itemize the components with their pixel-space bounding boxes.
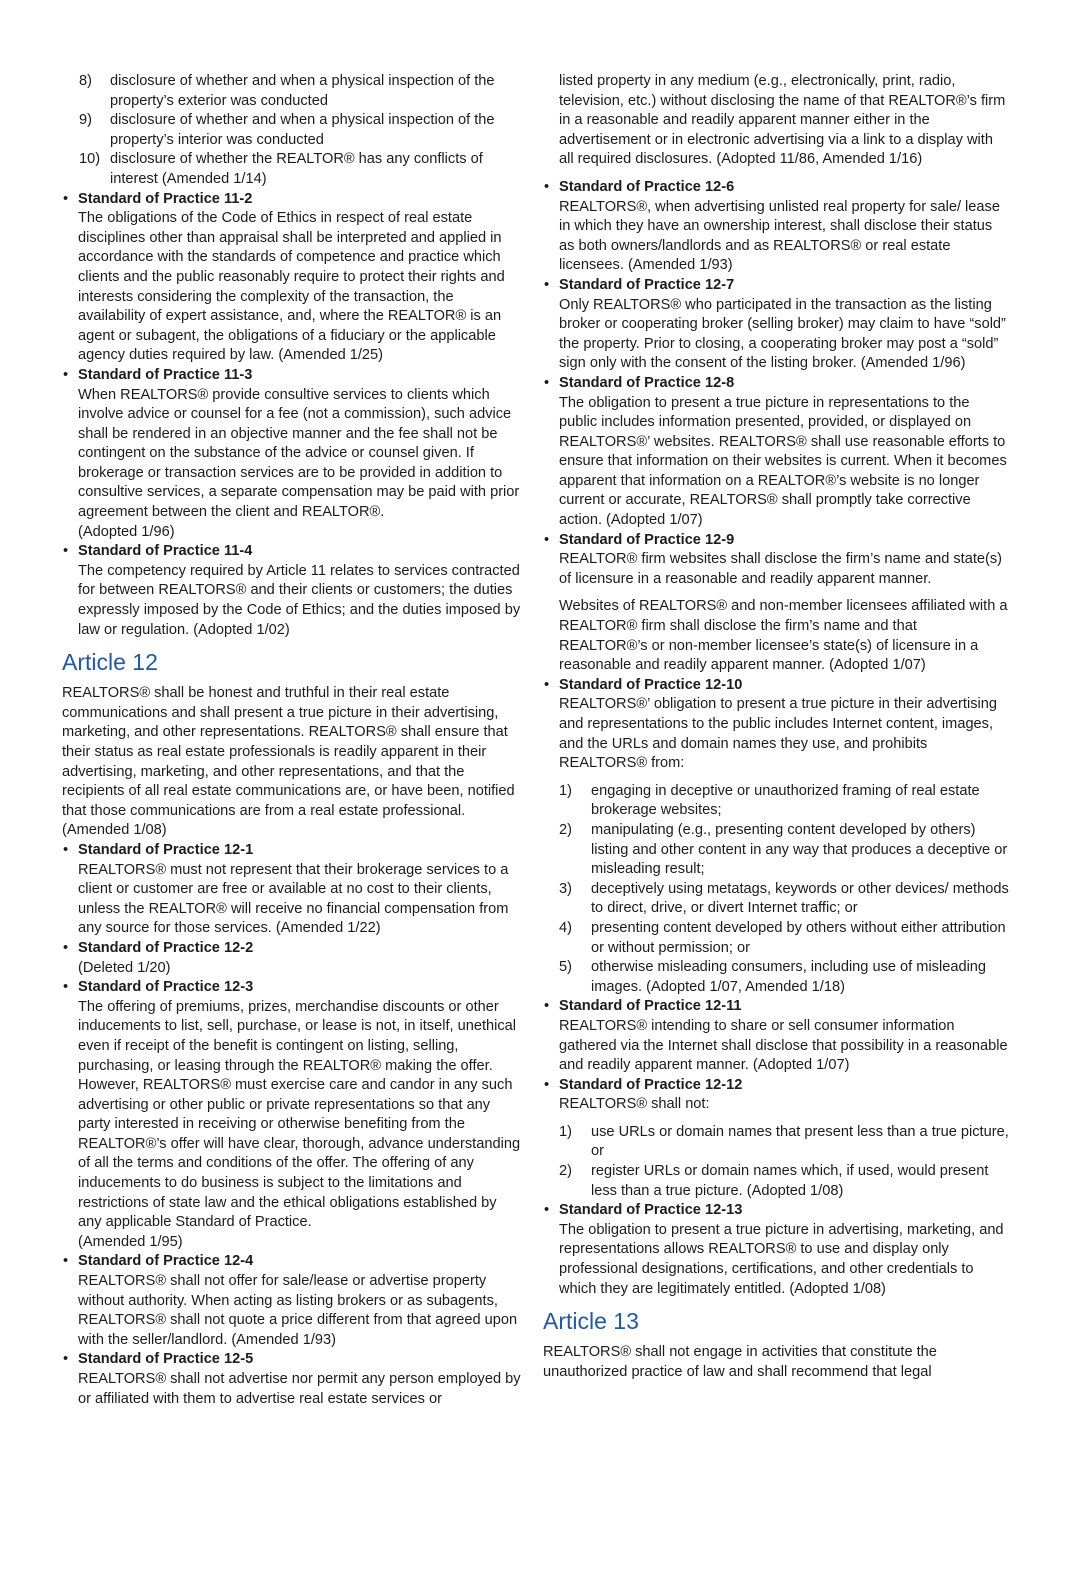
list-item-number: 4) (559, 919, 572, 936)
list-item-number: 10) (79, 151, 101, 168)
standard-text: The obligation to present a true picture in representations to the public includes information presented, provided, or displayed on REALTORS®’ websites. REALTORS® shall use reasonable efforts to ensure that information on their websites is current. When it becomes apparent that information on a REALTOR®’s website is no longer current or accurate, REALTORS® shall promptly take corrective action. (Adopted 1/07) (559, 394, 1007, 529)
bullet-icon: • (63, 1351, 69, 1368)
list-item-number: 1) (559, 782, 572, 799)
article-13-body: REALTORS® shall not engage in activities that constitute the unauthorized practice of law and shall recommend that legal (543, 1344, 937, 1380)
standard-text: REALTOR® firm websites shall disclose the firm’s name and state(s) of licensure in a reasonable and readily apparent manner. (559, 551, 1003, 587)
list-item-text: disclosure of whether and when a physical inspection of the property’s exterior was conducted (110, 73, 495, 109)
standard-12-11 (543, 997, 1009, 1075)
standard-12-6 (543, 178, 1009, 276)
standard-12-10 (543, 676, 1009, 998)
standard-12-4 (62, 1252, 524, 1350)
list-item-number: 8) (79, 73, 92, 89)
standard-title: Standard of Practice 12-7 (559, 276, 735, 293)
list-item (559, 919, 1009, 958)
list-item (559, 782, 1009, 821)
list-item-number: 2) (559, 1163, 572, 1180)
standard-12-5 (62, 1350, 524, 1409)
numbered-list (559, 782, 1009, 998)
list-item-number: 9) (79, 112, 92, 129)
standard-title: Standard of Practice 12-8 (559, 374, 735, 391)
standard-title: Standard of Practice 11-3 (78, 366, 253, 383)
list-item-number: 2) (559, 821, 572, 838)
standard-text: REALTORS®, when advertising unlisted real property for sale/ lease in which they have an ownership interest, shall disclose their status as both owners/landlords and as REALTORS® or real estate licensees. (Amended 1/93) (559, 198, 1000, 274)
standard-title: Standard of Practice 12-12 (559, 1076, 743, 1093)
list-item (559, 1162, 1009, 1201)
standard-text: Only REALTORS® who participated in the transaction as the listing broker or cooperating broker (selling broker) may claim to have “sold” the property. Prior to closing, a cooperating broker may post a “sold” sign only with the consent of the listing broker. (Amended 1/96) (559, 296, 1006, 372)
standard-12-9 (543, 531, 1009, 676)
standard-title: Standard of Practice 12-2 (78, 939, 254, 956)
standard-12-12 (543, 1076, 1009, 1202)
standard-title: Standard of Practice 12-11 (559, 998, 742, 1015)
list-item (79, 111, 524, 150)
standard-text: REALTORS® shall not offer for sale/lease or advertise property without authority. When acting as listing brokers or as subagents, REALTORS® shall not quote a price different from that agreed upon with the seller/landlord. (Amended 1/93) (78, 1273, 518, 1348)
list-item-number: 5) (559, 959, 572, 976)
standard-title: Standard of Practice 12-5 (78, 1351, 254, 1368)
bullet-icon: • (63, 366, 69, 383)
bullet-icon: • (63, 190, 69, 207)
bullet-icon: • (544, 531, 550, 548)
standard-text: listed property in any medium (e.g., electronically, print, radio, television, etc.) without disclosing the name of that REALTOR®’s firm in a reasonable and readily apparent manner either in the advertisement or in electronic advertising via a link to a display with all required disclosures. (Adopted 11/86, Amended 1/16) (559, 73, 1006, 168)
article-12-body: REALTORS® shall be honest and truthful in their real estate communications and shall present a true picture in their advertising, marketing, and other representations. REALTORS® shall ensure that their status as real estate professionals is readily apparent in their advertising, marketing, and other representations, and that the recipients of all real estate communications are, or have been, notified that those communications are from a real estate professional. (Amended 1/08) (62, 685, 515, 839)
standard-11-3 (62, 366, 524, 542)
standard-text: The obligations of the Code of Ethics in respect of real estate disciplines other than appraisal shall be interpreted and applied in accordance with the standards of competence and practice which clients and the public reasonably require to protect their rights and interests considering the complexity of the transaction, the availability of expert assistance, and, where the REALTOR® is an agent or subagent, the obligations of a fiduciary or the applicable agency duties required by law. (Amended 1/25) (78, 210, 505, 364)
list-item-text: manipulating (e.g., presenting content developed by others) listing and other content in any way that produces a deceptive or misleading result; (591, 821, 1008, 878)
list-item-text: disclosure of whether and when a physical inspection of the property’s interior was conducted (110, 112, 495, 148)
list-item (559, 821, 1009, 880)
numbered-list (559, 1123, 1009, 1201)
standard-text: The offering of premiums, prizes, merchandise discounts or other inducements to list, sell, purchase, or lease is not, in itself, unethical even if receipt of the benefit is contingent on listing, selling, purchasing, or leasing through the REALTOR® making the offer. However, REALTORS® must exercise care and candor in any such advertising or other public or private representations so that any party interested in receiving or otherwise benefiting from the REALTOR®’s offer will have clear, thorough, advance understanding of all the terms and conditions of the offer. The offering of any inducements to do business is subject to the limitations and restrictions of state law and the ethical obligations established by any applicable Standard of Practice. (78, 998, 521, 1231)
bullet-icon: • (544, 276, 550, 293)
standard-12-5-continuation (543, 72, 1009, 170)
standard-title: Standard of Practice 12-3 (78, 979, 254, 996)
standard-text: When REALTORS® provide consultive services to clients which involve advice or counsel for a fee (not a commission), such advice shall be rendered in an objective manner and the fee shall not be contingent on the substance of the advice or counsel given. If brokerage or transaction services are to be provided in addition to consultive services, a separate compensation may be paid with prior agreement between the client and REALTOR®. (78, 386, 520, 521)
standard-text: REALTORS®’ obligation to present a true picture in their advertising and representations to the public includes Internet content, images, and the URLs and domain names they use, and prohibits REALTORS® from: (559, 696, 997, 772)
list-item-text: engaging in deceptive or unauthorized framing of real estate brokerage websites; (591, 782, 980, 819)
standard-title: Standard of Practice 12-6 (559, 178, 735, 195)
bullet-icon: • (544, 374, 550, 391)
standard-text-2: Websites of REALTORS® and non-member licensees affiliated with a REALTOR® firm shall disclose the firm’s name and that REALTOR®’s or non-member licensee’s state(s) of licensure in a reasonable and readily apparent manner. (Adopted 1/07) (559, 598, 1008, 674)
standard-12-7 (543, 276, 1009, 374)
list-item (559, 958, 1009, 997)
standard-title: Standard of Practice 11-2 (78, 190, 253, 207)
standard-title: Standard of Practice 12-10 (559, 676, 743, 693)
list-item-text: disclosure of whether the REALTOR® has any conflicts of interest (Amended 1/14) (110, 151, 483, 187)
list-item-number: 3) (559, 880, 572, 897)
standard-title: Standard of Practice 12-9 (559, 531, 735, 548)
list-item (79, 72, 524, 111)
left-column (62, 72, 524, 1409)
standard-11-4 (62, 542, 524, 640)
standard-amended: (Amended 1/95) (78, 1233, 183, 1250)
bullet-icon: • (63, 939, 69, 956)
standard-title: Standard of Practice 12-1 (78, 841, 254, 858)
standard-title: Standard of Practice 12-13 (559, 1202, 743, 1219)
bullet-icon: • (63, 543, 69, 560)
bullet-icon: • (544, 676, 550, 693)
standard-12-2 (62, 939, 524, 978)
bullet-icon: • (544, 1076, 550, 1093)
bullet-icon: • (63, 841, 69, 858)
list-item (559, 880, 1009, 919)
standard-text: (Deleted 1/20) (78, 959, 171, 976)
standard-11-2 (62, 190, 524, 366)
bullet-icon: • (544, 1202, 550, 1219)
standard-title: Standard of Practice 12-4 (78, 1253, 254, 1270)
list-item-text: use URLs or domain names that present less than a true picture, or (591, 1123, 1009, 1160)
list-item-text: deceptively using metatags, keywords or other devices/ methods to direct, drive, or divert Internet traffic; or (591, 880, 1009, 917)
list-item (79, 150, 524, 189)
list-item-number: 1) (559, 1123, 572, 1140)
standard-12-13 (543, 1201, 1009, 1299)
standard-12-3 (62, 978, 524, 1252)
standard-title: Standard of Practice 11-4 (78, 543, 253, 560)
bullet-icon: • (544, 178, 550, 195)
bullet-icon: • (63, 979, 69, 996)
standard-text: REALTORS® must not represent that their brokerage services to a client or customer are free or available at no cost to their clients, unless the REALTOR® will receive no financial compensation from any source for those services. (Amended 1/22) (78, 861, 509, 937)
standard-12-8 (543, 374, 1009, 531)
list-item (559, 1123, 1009, 1162)
list-item-text: register URLs or domain names which, if used, would present less than a true picture. (Adopted 1/08) (591, 1163, 989, 1199)
standard-text: The competency required by Article 11 relates to services contracted for between REALTORS® and their clients or customers; the duties expressly imposed by the Code of Ethics; and the duties imposed by law or regulation. (Adopted 1/02) (78, 562, 521, 638)
standard-text: REALTORS® shall not: (559, 1096, 710, 1113)
article-12-heading: Article 12 (62, 649, 158, 676)
right-column (543, 72, 1009, 1382)
bullet-icon: • (544, 998, 550, 1015)
bullet-icon: • (63, 1253, 69, 1270)
list-item-text: otherwise misleading consumers, including use of misleading images. (Adopted 1/07, Amended 1/18) (591, 959, 987, 995)
standard-text: REALTORS® shall not advertise nor permit any person employed by or affiliated with them to advertise real estate services or (78, 1371, 521, 1407)
standard-12-1 (62, 841, 524, 939)
standard-adopted: (Adopted 1/96) (78, 523, 175, 540)
list-item-text: presenting content developed by others without either attribution or without permission; or (591, 919, 1006, 956)
article-13-heading: Article 13 (543, 1308, 639, 1335)
standard-text: The obligation to present a true picture in advertising, marketing, and representations allows REALTORS® to use and display only professional designations, certifications, and other credentials to which they are legitimately entitled. (Adopted 1/08) (559, 1221, 1004, 1297)
standard-text: REALTORS® intending to share or sell consumer information gathered via the Internet shall disclose that possibility in a reasonable and readily apparent manner. (Adopted 1/07) (559, 1017, 1008, 1074)
